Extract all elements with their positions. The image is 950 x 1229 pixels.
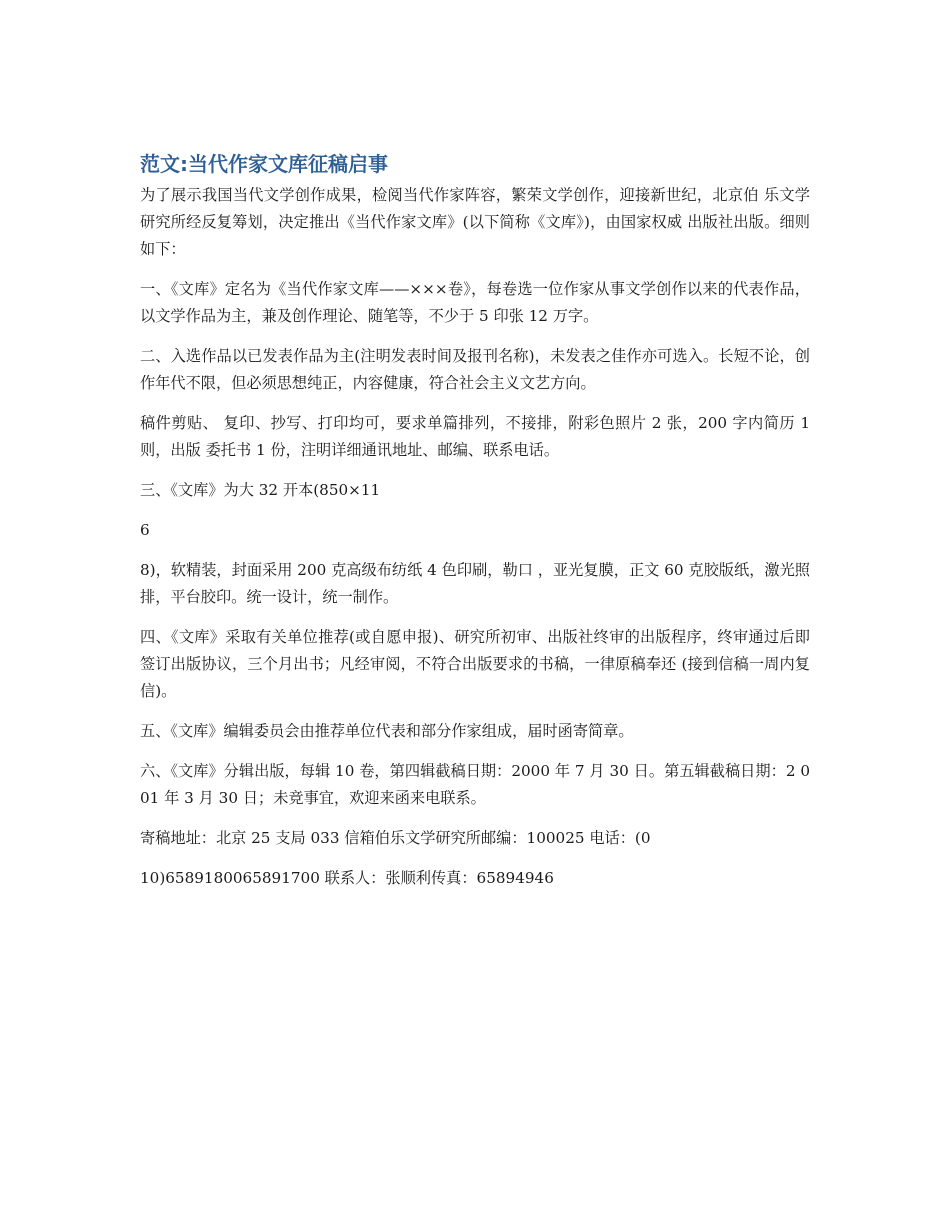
submission-requirements-paragraph: 稿件剪贴、 复印、抄写、打印均可，要求单篇排列，不接排，附彩色照片 2 张，200 字内简历 1 则，出版 委托书 1 份，注明详细通讯地址、邮编、联系电话。 (140, 414, 810, 459)
document-title: 范文:当代作家文库征稿启事 (140, 152, 388, 176)
mailing-address-paragraph: 寄稿地址：北京 25 支局 033 信箱伯乐文学研究所邮编：100025 电话：(0 (140, 829, 651, 847)
section-five-paragraph: 五、《文库》编辑委员会由推荐单位代表和部分作家组成，届时函寄简章。 (140, 722, 634, 740)
document-content (140, 148, 810, 905)
section-two-paragraph: 二、入选作品以已发表作品为主(注明发表时间及报刊名称)，未发表之佳作亦可选入。长短不论，创作年代不限，但必须思想纯正，内容健康，符合社会主义文艺方向。 (140, 347, 810, 392)
section-three-paragraph: 三、《文库》为大 32 开本(850×11 (140, 481, 381, 499)
section-one-paragraph: 一、《文库》定名为《当代作家文库——×××卷》，每卷选一位作家从事文学创作以来的代表作品，以文学作品为主，兼及创作理论、随笔等，不少于 5 印张 12 万字。 (140, 280, 810, 325)
section-six-paragraph: 六、《文库》分辑出版，每辑 10 卷，第四辑截稿日期：2000 年 7 月 30 日。第五辑截稿日期：2 001 年 3 月 30 日；未竞事宜，欢迎来函来电联系。 (140, 762, 810, 807)
section-four-paragraph: 四、《文库》采取有关单位推荐(或自愿申报)、研究所初审、出版社终审的出版程序，终审通过后即签订出版协议，三个月出书；凡经审阅，不符合出版要求的书稿，一律原稿奉还 (接到信稿一周内复信)。 (140, 628, 810, 700)
section-three-fragment: 6 (140, 521, 150, 539)
intro-paragraph: 为了展示我国当代文学创作成果，检阅当代作家阵容，繁荣文学创作，迎接新世纪，北京伯 乐文学研究所经反复筹划，决定推出《当代作家文库》(以下简称《文库》)，由国家权威 出版社出版。细则如下： (140, 186, 810, 258)
section-three-continued-paragraph: 8)，软精装，封面采用 200 克高级布纺纸 4 色印刷，勒口 ，亚光复膜，正文 60 克胶版纸，激光照排，平台胶印。统一设计，统一制作。 (140, 561, 810, 606)
contact-info-paragraph: 10)6589180065891700 联系人：张顺利传真：65894946 (140, 869, 554, 887)
